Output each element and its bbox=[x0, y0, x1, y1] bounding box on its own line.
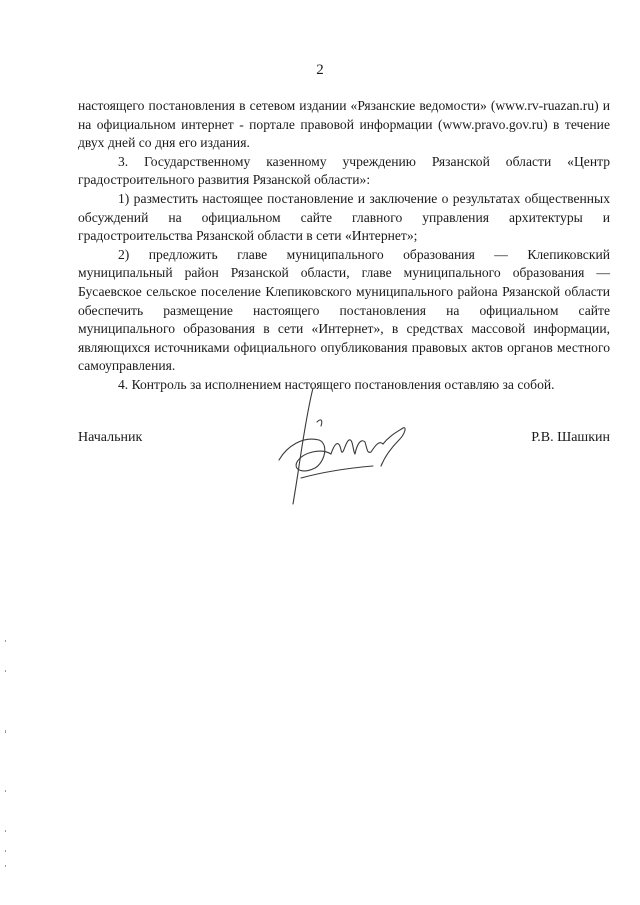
signature-block bbox=[78, 422, 610, 502]
page-number: 2 bbox=[316, 62, 324, 78]
document-body bbox=[78, 97, 610, 395]
signatory-position: Начальник bbox=[78, 430, 143, 445]
paragraph-subitem-2: 2) предложить главе муниципального образования — Клепиковский муниципальный район Рязанской области, главе муниципального образования — Бусаевское сельское поселение Клепиковского муниципального района Рязанской области обеспечить размещение настоящего постановления на официальном сайте муниципального образования в сети «Интернет», в средствах массовой информации, являющихся источниками официального опубликования правовых актов органов местного самоуправления. bbox=[78, 246, 610, 374]
paragraph-item-3: 3. Государственному казенному учреждению Рязанской области «Центр градостроительного развития Рязанской области»: bbox=[78, 153, 610, 188]
paragraph-continuation: настоящего постановления в сетевом издании «Рязанские ведомости» (www.rv-ruazan.ru) и на официальном интернет - портале правовой информации (www.pravo.gov.ru) в течение двух дней со дня его издания. bbox=[78, 98, 610, 151]
scan-margin-marks bbox=[4, 640, 10, 885]
paragraph-item-4: 4. Контроль за исполнением настоящего постановления оставляю за собой. bbox=[118, 376, 555, 392]
handwritten-signature-icon bbox=[273, 382, 423, 517]
signatory-name: Р.В. Шашкин bbox=[531, 430, 610, 445]
paragraph-subitem-1: 1) разместить настоящее постановление и заключение о результатах общественных обсуждений на официальном сайте главного управления архитектуры и градостроительства Рязанской области в сети «Интернет»; bbox=[78, 190, 610, 244]
